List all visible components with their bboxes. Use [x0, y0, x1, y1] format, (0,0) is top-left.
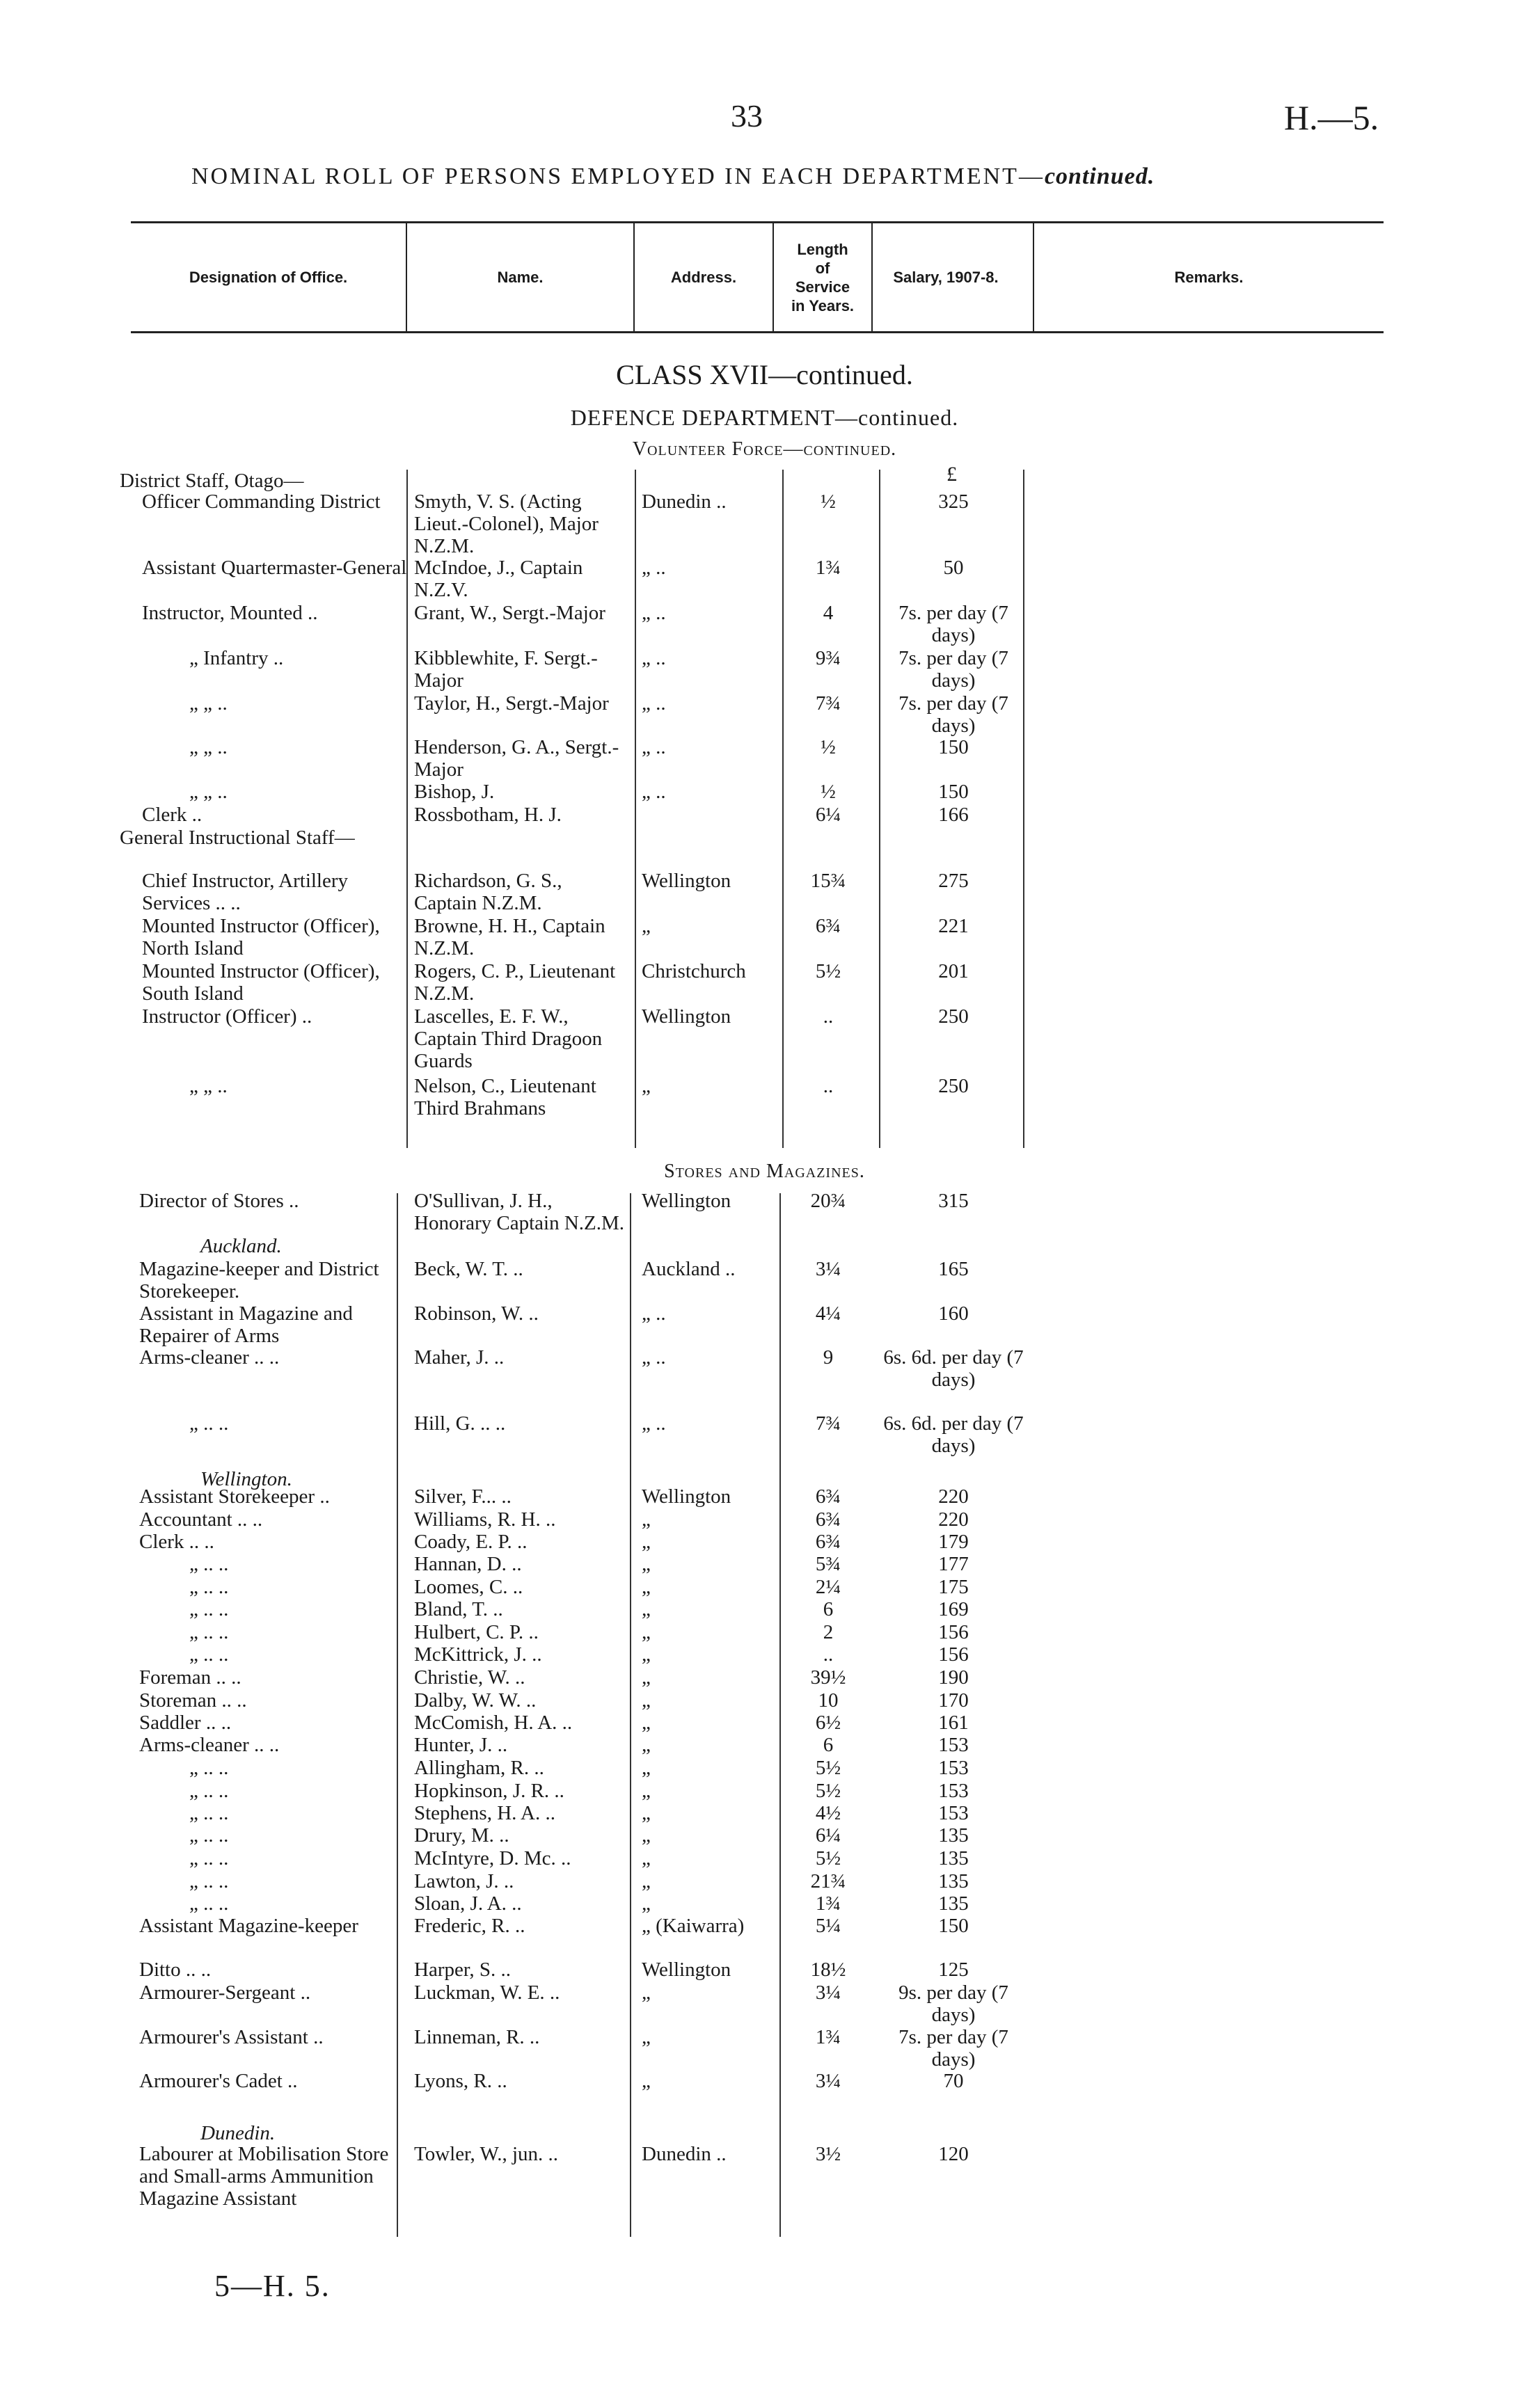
length-cell: 5½	[815, 960, 841, 982]
designation-cell: Storeman .. ..	[139, 1689, 247, 1712]
salary-cell: 50	[943, 557, 964, 579]
designation-cell: Labourer at Mobilisation Store and Small-arms Ammunition Magazine Assistant	[139, 2143, 389, 2210]
name-cell: Sloan, J. A. ..	[414, 1892, 522, 1915]
salary-cell: 7s. per day (7 days)	[898, 692, 1008, 737]
salary-cell: 165	[938, 1258, 969, 1280]
salary-cell: 315	[938, 1190, 969, 1212]
address-cell: „	[642, 1892, 651, 1915]
address-cell: Wellington	[642, 1485, 731, 1508]
length-cell: 6¾	[815, 1508, 841, 1531]
length-cell: 6¼	[815, 804, 841, 826]
place-auckland: Auckland.	[200, 1235, 282, 1257]
name-cell: O'Sullivan, J. H., Honorary Captain N.Z.M.	[414, 1190, 625, 1234]
address-cell: „ ..	[642, 647, 666, 669]
address-cell: „	[642, 915, 651, 937]
salary-cell: 275	[938, 870, 969, 892]
name-cell: Maher, J. ..	[414, 1346, 505, 1369]
designation-cell: Instructor (Officer) ..	[142, 1005, 312, 1028]
length-cell: 39½	[810, 1666, 846, 1689]
designation-cell: „ .. ..	[189, 1553, 229, 1575]
name-cell: Henderson, G. A., Sergt.-Major	[414, 736, 619, 781]
salary-cell: 153	[938, 1757, 969, 1779]
designation-cell: „ „ ..	[189, 692, 228, 715]
address-cell: „ ..	[642, 1412, 666, 1435]
length-cell: 21¾	[810, 1870, 846, 1892]
salary-cell: 7s. per day (7 days)	[898, 647, 1008, 692]
salary-cell: 7s. per day (7 days)	[898, 602, 1008, 646]
designation-cell: Saddler .. ..	[139, 1712, 232, 1734]
designation-cell: Assistant Storekeeper ..	[139, 1485, 330, 1508]
length-cell: 3¼	[815, 2070, 841, 2092]
document-reference: H.—5.	[1284, 98, 1379, 137]
salary-cell: 135	[938, 1824, 969, 1847]
salary-cell: 177	[938, 1553, 969, 1575]
designation-cell: District Staff, Otago—	[120, 470, 304, 492]
name-cell: Nelson, C., Lieutenant Third Brahmans	[414, 1075, 596, 1119]
name-cell: Drury, M. ..	[414, 1824, 509, 1847]
salary-cell: 161	[938, 1712, 969, 1734]
length-cell: 7¾	[815, 1412, 841, 1435]
name-cell: McIndoe, J., Captain N.Z.V.	[414, 557, 583, 601]
address-cell: „	[642, 1824, 651, 1847]
col-remarks: Remarks.	[1174, 269, 1244, 286]
name-cell: Silver, F... ..	[414, 1485, 512, 1508]
page-number: 33	[731, 98, 763, 134]
length-cell: 5½	[815, 1757, 841, 1779]
currency-sign: £	[946, 463, 957, 486]
designation-cell: „ .. ..	[189, 1870, 229, 1892]
length-cell: 6¾	[815, 1531, 841, 1553]
salary-cell: 190	[938, 1666, 969, 1689]
salary-cell: 170	[938, 1689, 969, 1712]
col-length-3: Service	[795, 278, 850, 296]
address-cell: „ ..	[642, 1346, 666, 1369]
salary-cell: 160	[938, 1302, 969, 1325]
designation-cell: Ditto .. ..	[139, 1959, 212, 1981]
length-cell: 3½	[815, 2143, 841, 2165]
length-cell: 5¾	[815, 1553, 841, 1575]
designation-cell: Magazine-keeper and District Storekeeper.	[139, 1258, 379, 1302]
length-cell: 4½	[815, 1802, 841, 1824]
designation-cell: „ .. ..	[189, 1847, 229, 1869]
address-cell: „	[642, 1553, 651, 1575]
length-cell: 1¾	[815, 1892, 841, 1915]
column-header	[131, 221, 1384, 333]
name-cell: Browne, H. H., Captain N.Z.M.	[414, 915, 605, 959]
name-cell: Rogers, C. P., Lieutenant N.Z.M.	[414, 960, 616, 1005]
designation-cell: Instructor, Mounted ..	[142, 602, 318, 624]
designation-cell: Chief Instructor, Artillery Services .. ..	[142, 870, 349, 914]
salary-cell: 220	[938, 1485, 969, 1508]
address-cell: Auckland ..	[642, 1258, 736, 1280]
designation-cell: Clerk .. ..	[139, 1531, 214, 1553]
salary-cell: 7s. per day (7 days)	[898, 2026, 1008, 2071]
length-cell: 6½	[815, 1712, 841, 1734]
name-cell: Stephens, H. A. ..	[414, 1802, 555, 1824]
name-cell: McComish, H. A. ..	[414, 1712, 573, 1734]
designation-cell: „ „ ..	[189, 1075, 228, 1097]
salary-cell: 221	[938, 915, 969, 937]
length-cell: 2	[823, 1621, 834, 1643]
designation-cell: Armourer's Cadet ..	[139, 2070, 298, 2092]
name-cell: Towler, W., jun. ..	[414, 2143, 559, 2165]
name-cell: Williams, R. H. ..	[414, 1508, 556, 1531]
designation-cell: „ .. ..	[189, 1643, 229, 1666]
name-cell: Grant, W., Sergt.-Major	[414, 602, 605, 624]
address-cell: „	[642, 1531, 651, 1553]
designation-cell: Officer Commanding District	[142, 491, 381, 513]
name-cell: Kibblewhite, F. Sergt.-Major	[414, 647, 598, 692]
title-continued: continued.	[1044, 164, 1155, 189]
designation-cell: Clerk ..	[142, 804, 203, 826]
length-cell: 4¼	[815, 1302, 841, 1325]
address-cell: „ ..	[642, 736, 666, 758]
designation-cell: Armourer-Sergeant ..	[139, 1982, 311, 2004]
address-cell: Wellington	[642, 1959, 731, 1981]
salary-cell: 169	[938, 1598, 969, 1620]
volunteer-heading: Volunteer Force—continued.	[632, 438, 897, 460]
designation-cell: Arms-cleaner .. ..	[139, 1346, 280, 1369]
address-cell: „	[642, 1508, 651, 1531]
length-cell: ..	[823, 1643, 834, 1666]
designation-cell: „ .. ..	[189, 1892, 229, 1915]
name-cell: Lyons, R. ..	[414, 2070, 507, 2092]
length-cell: ..	[823, 1005, 834, 1028]
col-name: Name.	[497, 269, 544, 286]
address-cell: „	[642, 1598, 651, 1620]
designation-cell: „ .. ..	[189, 1598, 229, 1620]
name-cell: Lascelles, E. F. W., Captain Third Dragoon Guards	[414, 1005, 603, 1072]
salary-cell: 150	[938, 781, 969, 803]
designation-cell: „ „ ..	[189, 736, 228, 758]
length-cell: 5½	[815, 1847, 841, 1869]
address-cell: „	[642, 1621, 651, 1643]
designation-cell: Foreman .. ..	[139, 1666, 241, 1689]
designation-cell: Assistant in Magazine and Repairer of Arms	[139, 1302, 353, 1347]
address-cell: „	[642, 1802, 651, 1824]
name-cell: Robinson, W. ..	[414, 1302, 539, 1325]
name-cell: Richardson, G. S., Captain N.Z.M.	[414, 870, 562, 914]
length-cell: 6¾	[815, 915, 841, 937]
name-cell: Christie, W. ..	[414, 1666, 525, 1689]
class-heading: CLASS XVII—continued.	[616, 359, 913, 390]
designation-cell: „ .. ..	[189, 1621, 229, 1643]
col-length-2: of	[815, 259, 830, 277]
designation-cell: Accountant .. ..	[139, 1508, 263, 1531]
address-cell: „	[642, 1734, 651, 1756]
name-cell: McKittrick, J. ..	[414, 1643, 542, 1666]
address-cell: „	[642, 1643, 651, 1666]
address-cell: „ (Kaiwarra)	[642, 1915, 745, 1937]
name-cell: Bland, T. ..	[414, 1598, 503, 1620]
designation-cell: „ „ ..	[189, 781, 228, 803]
salary-cell: 153	[938, 1734, 969, 1756]
salary-cell: 156	[938, 1621, 969, 1643]
salary-cell: 153	[938, 1780, 969, 1802]
footer-reference: 5—H. 5.	[214, 2269, 331, 2303]
address-cell: Dunedin ..	[642, 491, 727, 513]
name-cell: Bishop, J.	[414, 781, 495, 803]
length-cell: 3¼	[815, 1982, 841, 2004]
designation-cell: „ .. ..	[189, 1757, 229, 1779]
salary-cell: 325	[938, 491, 969, 513]
col-length-4: in Years.	[791, 296, 855, 314]
length-cell: 6	[823, 1734, 834, 1756]
name-cell: McIntyre, D. Mc. ..	[414, 1847, 571, 1869]
name-cell: Rossbotham, H. J.	[414, 804, 562, 826]
designation-cell: Assistant Quartermaster-General	[142, 557, 407, 579]
address-cell: „ ..	[642, 602, 666, 624]
place-wellington: Wellington.	[200, 1468, 292, 1490]
length-cell: ½	[821, 736, 836, 758]
address-cell: „	[642, 1982, 651, 2004]
stores-heading: Stores and Magazines.	[664, 1161, 865, 1182]
name-cell: Harper, S. ..	[414, 1959, 511, 1981]
address-cell: „	[642, 1075, 651, 1097]
designation-cell: General Instructional Staff—	[120, 827, 355, 849]
salary-cell: 135	[938, 1892, 969, 1915]
address-cell: „ ..	[642, 557, 666, 579]
length-cell: 4	[823, 602, 834, 624]
designation-cell: „ .. ..	[189, 1824, 229, 1847]
address-cell: Christchurch	[642, 960, 746, 982]
length-cell: 6	[823, 1598, 834, 1620]
address-cell: „ ..	[642, 1302, 666, 1325]
length-cell: 1¾	[815, 557, 841, 579]
address-cell: Wellington	[642, 870, 731, 892]
salary-cell: 220	[938, 1508, 969, 1531]
length-cell: 15¾	[810, 870, 846, 892]
address-cell: „	[642, 1576, 651, 1598]
address-cell: „	[642, 1666, 651, 1689]
length-cell: 7¾	[815, 692, 841, 715]
length-cell: 10	[818, 1689, 839, 1712]
salary-cell: 179	[938, 1531, 969, 1553]
salary-cell: 70	[943, 2070, 964, 2092]
designation-cell: „ .. ..	[189, 1802, 229, 1824]
salary-cell: 9s. per day (7 days)	[898, 1982, 1008, 2026]
salary-cell: 150	[938, 736, 969, 758]
name-cell: Taylor, H., Sergt.-Major	[414, 692, 609, 715]
col-address: Address.	[670, 269, 737, 286]
salary-cell: 175	[938, 1576, 969, 1598]
col-length-1: Length	[797, 240, 848, 258]
salary-cell: 201	[938, 960, 969, 982]
length-cell: 9	[823, 1346, 834, 1369]
salary-cell: 6s. 6d. per day (7 days)	[883, 1412, 1024, 1457]
length-cell: ..	[823, 1075, 834, 1097]
salary-cell: 135	[938, 1847, 969, 1869]
name-cell: Hannan, D. ..	[414, 1553, 522, 1575]
title-main: NOMINAL ROLL OF PERSONS EMPLOYED IN EACH DEPARTMENT—	[191, 164, 1045, 189]
name-cell: Frederic, R. ..	[414, 1915, 525, 1937]
salary-cell: 250	[938, 1005, 969, 1028]
name-cell: Dalby, W. W. ..	[414, 1689, 537, 1712]
name-cell: Lawton, J. ..	[414, 1870, 514, 1892]
name-cell: Beck, W. T. ..	[414, 1258, 523, 1280]
name-cell: Hunter, J. ..	[414, 1734, 508, 1756]
designation-cell: Assistant Magazine-keeper	[139, 1915, 358, 1937]
name-cell: Luckman, W. E. ..	[414, 1982, 560, 2004]
address-cell: „	[642, 1780, 651, 1802]
col-length	[774, 223, 871, 331]
designation-cell: „ Infantry ..	[189, 647, 284, 669]
designation-cell: „ .. ..	[189, 1576, 229, 1598]
col-salary: Salary, 1907-8.	[893, 269, 999, 286]
salary-cell: 135	[938, 1870, 969, 1892]
address-cell: Wellington	[642, 1005, 731, 1028]
place-dunedin: Dunedin.	[200, 2122, 276, 2144]
designation-cell: Mounted Instructor (Officer), North Island	[142, 915, 380, 959]
address-cell: „	[642, 1689, 651, 1712]
salary-cell: 166	[938, 804, 969, 826]
address-cell: Dunedin ..	[642, 2143, 727, 2165]
length-cell: 20¾	[810, 1190, 846, 1212]
address-cell: „	[642, 1757, 651, 1779]
salary-cell: 156	[938, 1643, 969, 1666]
name-cell: Allingham, R. ..	[414, 1757, 544, 1779]
length-cell: 3¼	[815, 1258, 841, 1280]
salary-cell: 150	[938, 1915, 969, 1937]
address-cell: „ ..	[642, 692, 666, 715]
address-cell: „	[642, 2026, 651, 2048]
length-cell: 1¾	[815, 2026, 841, 2048]
name-cell: Coady, E. P. ..	[414, 1531, 528, 1553]
length-cell: 6¾	[815, 1485, 841, 1508]
length-cell: 18½	[810, 1959, 846, 1981]
length-cell: 6¼	[815, 1824, 841, 1847]
name-cell: Hopkinson, J. R. ..	[414, 1780, 564, 1802]
designation-cell: Director of Stores ..	[139, 1190, 299, 1212]
name-cell: Hill, G. .. ..	[414, 1412, 506, 1435]
length-cell: 2¼	[815, 1576, 841, 1598]
address-cell: „	[642, 1870, 651, 1892]
length-cell: 9¾	[815, 647, 841, 669]
name-cell: Hulbert, C. P. ..	[414, 1621, 539, 1643]
designation-cell: „ .. ..	[189, 1780, 229, 1802]
salary-cell: 6s. 6d. per day (7 days)	[883, 1346, 1024, 1391]
length-cell: 5½	[815, 1780, 841, 1802]
page-title	[191, 164, 1155, 190]
name-cell: Loomes, C. ..	[414, 1576, 523, 1598]
designation-cell: Arms-cleaner .. ..	[139, 1734, 280, 1756]
address-cell: „	[642, 1847, 651, 1869]
name-cell: Smyth, V. S. (Acting Lieut.-Colonel), Major N.Z.M.	[414, 491, 599, 557]
col-designation: Designation of Office.	[189, 269, 348, 286]
length-cell: ½	[821, 781, 836, 803]
salary-cell: 120	[938, 2143, 969, 2165]
designation-cell: Armourer's Assistant ..	[139, 2026, 324, 2048]
address-cell: „	[642, 2070, 651, 2092]
name-cell: Linneman, R. ..	[414, 2026, 540, 2048]
salary-cell: 250	[938, 1075, 969, 1097]
designation-cell: Mounted Instructor (Officer), South Island	[142, 960, 380, 1005]
salary-cell: 125	[938, 1959, 969, 1981]
address-cell: Wellington	[642, 1190, 731, 1212]
length-cell: ½	[821, 491, 836, 513]
designation-cell: „ .. ..	[189, 1412, 229, 1435]
department-heading: DEFENCE DEPARTMENT—continued.	[570, 405, 959, 430]
salary-cell: 153	[938, 1802, 969, 1824]
length-cell: 5¼	[815, 1915, 841, 1937]
address-cell: „	[642, 1712, 651, 1734]
address-cell: „ ..	[642, 781, 666, 803]
